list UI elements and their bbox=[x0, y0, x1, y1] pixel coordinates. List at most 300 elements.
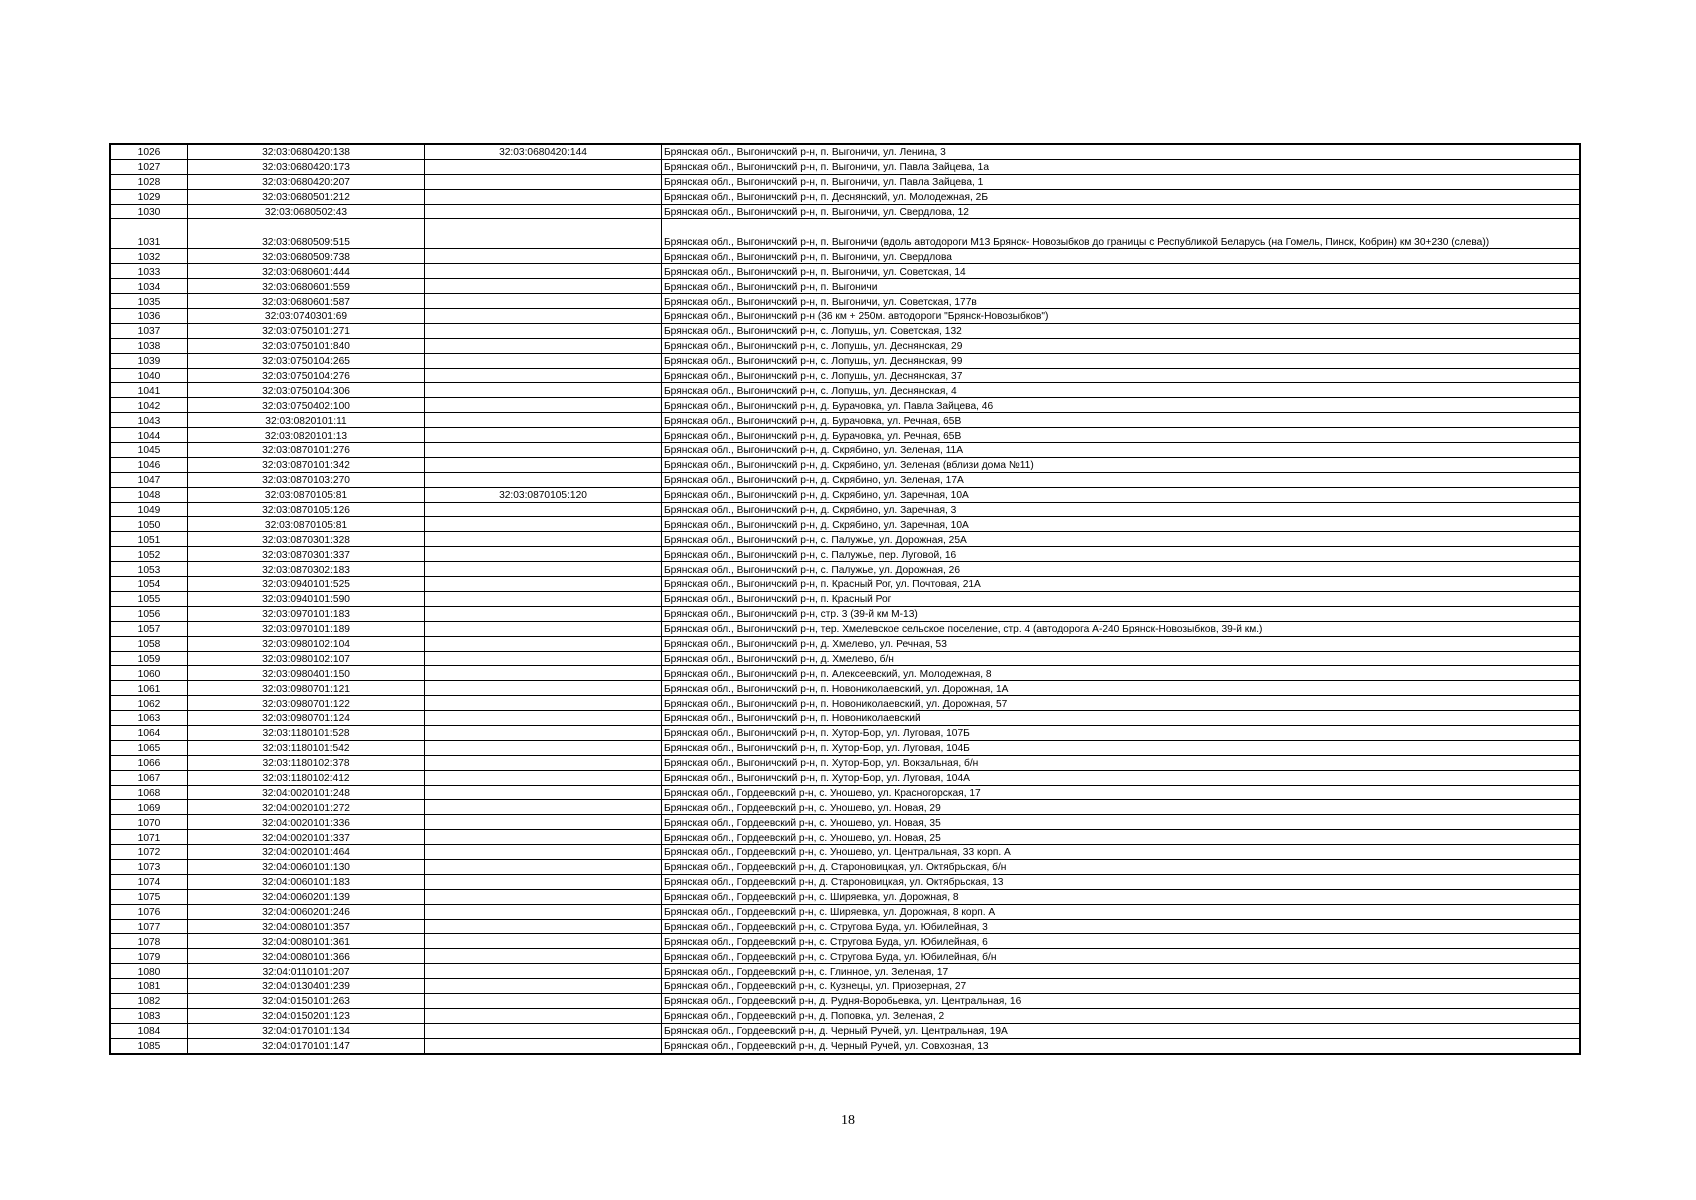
table-row bbox=[110, 353, 1580, 368]
cadastral-number-cell: 32:03:0870101:276 bbox=[188, 443, 425, 458]
related-cadastral-number-cell bbox=[425, 413, 662, 428]
related-cadastral-number-cell bbox=[425, 309, 662, 324]
table-row bbox=[110, 249, 1580, 264]
cadastral-number-cell: 32:03:0680509:515 bbox=[188, 219, 425, 249]
registry-table-body bbox=[110, 144, 1580, 1054]
table-row bbox=[110, 144, 1580, 159]
row-number-cell: 1080 bbox=[110, 964, 188, 979]
address-cell: Брянская обл., Выгоничский р-н, тер. Хмелевское сельское поселение, стр. 4 (автодорога А-240 Брянск-Новозыбков, 39-й км.) bbox=[662, 621, 1581, 636]
address-cell: Брянская обл., Выгоничский р-н, д. Бурачовка, ул. Речная, 65В bbox=[662, 413, 1581, 428]
address-cell: Брянская обл., Выгоничский р-н, д. Скрябино, ул. Зеленая, 17А bbox=[662, 472, 1581, 487]
table-row bbox=[110, 591, 1580, 606]
row-number-cell: 1046 bbox=[110, 457, 188, 472]
row-number-cell: 1063 bbox=[110, 711, 188, 726]
related-cadastral-number-cell bbox=[425, 383, 662, 398]
address-cell: Брянская обл., Выгоничский р-н, д. Скрябино, ул. Зеленая, 11А bbox=[662, 443, 1581, 458]
row-number-cell: 1068 bbox=[110, 785, 188, 800]
address-cell: Брянская обл., Выгоничский р-н, п. Красный Рог bbox=[662, 591, 1581, 606]
row-number-cell: 1034 bbox=[110, 279, 188, 294]
row-number-cell: 1048 bbox=[110, 487, 188, 502]
related-cadastral-number-cell bbox=[425, 681, 662, 696]
address-cell: Брянская обл., Гордеевский р-н, д. Староновицкая, ул. Октябрьская, б/н bbox=[662, 859, 1581, 874]
cadastral-number-cell: 32:04:0020101:336 bbox=[188, 815, 425, 830]
address-cell: Брянская обл., Гордеевский р-н, д. Поповка, ул. Зеленая, 2 bbox=[662, 1008, 1581, 1023]
table-row bbox=[110, 711, 1580, 726]
cadastral-number-cell: 32:04:0170101:134 bbox=[188, 1023, 425, 1038]
cadastral-number-cell: 32:03:1180101:528 bbox=[188, 725, 425, 740]
related-cadastral-number-cell bbox=[425, 845, 662, 860]
related-cadastral-number-cell bbox=[425, 1008, 662, 1023]
address-cell: Брянская обл., Выгоничский р-н, п. Выгоничи bbox=[662, 279, 1581, 294]
table-row bbox=[110, 174, 1580, 189]
row-number-cell: 1071 bbox=[110, 830, 188, 845]
cadastral-number-cell: 32:03:0680420:138 bbox=[188, 144, 425, 159]
table-row bbox=[110, 309, 1580, 324]
row-number-cell: 1062 bbox=[110, 696, 188, 711]
related-cadastral-number-cell bbox=[425, 979, 662, 994]
related-cadastral-number-cell bbox=[425, 591, 662, 606]
table-row bbox=[110, 532, 1580, 547]
row-number-cell: 1051 bbox=[110, 532, 188, 547]
table-row bbox=[110, 696, 1580, 711]
related-cadastral-number-cell bbox=[425, 800, 662, 815]
table-row bbox=[110, 964, 1580, 979]
related-cadastral-number-cell bbox=[425, 785, 662, 800]
cadastral-number-cell: 32:03:0870103:270 bbox=[188, 472, 425, 487]
cadastral-number-cell: 32:03:0750104:306 bbox=[188, 383, 425, 398]
row-number-cell: 1060 bbox=[110, 666, 188, 681]
cadastral-number-cell: 32:04:0020101:272 bbox=[188, 800, 425, 815]
cadastral-number-cell: 32:03:1180101:542 bbox=[188, 740, 425, 755]
cadastral-number-cell: 32:03:0740301:69 bbox=[188, 309, 425, 324]
table-row bbox=[110, 949, 1580, 964]
address-cell: Брянская обл., Выгоничский р-н, с. Палужье, пер. Луговой, 16 bbox=[662, 547, 1581, 562]
row-number-cell: 1066 bbox=[110, 755, 188, 770]
related-cadastral-number-cell bbox=[425, 1023, 662, 1038]
related-cadastral-number-cell bbox=[425, 279, 662, 294]
row-number-cell: 1085 bbox=[110, 1038, 188, 1053]
table-row bbox=[110, 755, 1580, 770]
table-row bbox=[110, 859, 1580, 874]
address-cell: Брянская обл., Выгоничский р-н, п. Выгоничи, ул. Павла Зайцева, 1 bbox=[662, 174, 1581, 189]
related-cadastral-number-cell: 32:03:0870105:120 bbox=[425, 487, 662, 502]
cadastral-number-cell: 32:03:0680502:43 bbox=[188, 204, 425, 219]
table-row bbox=[110, 979, 1580, 994]
address-cell: Брянская обл., Выгоничский р-н, п. Хутор-Бор, ул. Луговая, 104Б bbox=[662, 740, 1581, 755]
address-cell: Брянская обл., Выгоничский р-н, д. Бурачовка, ул. Речная, 65В bbox=[662, 428, 1581, 443]
cadastral-number-cell: 32:03:1180102:412 bbox=[188, 770, 425, 785]
cadastral-number-cell: 32:03:0750104:265 bbox=[188, 353, 425, 368]
table-row bbox=[110, 398, 1580, 413]
related-cadastral-number-cell bbox=[425, 830, 662, 845]
address-cell: Брянская обл., Гордеевский р-н, д. Рудня-Воробьевка, ул. Центральная, 16 bbox=[662, 993, 1581, 1008]
table-row bbox=[110, 800, 1580, 815]
row-number-cell: 1044 bbox=[110, 428, 188, 443]
address-cell: Брянская обл., Гордеевский р-н, с. Ширяевка, ул. Дорожная, 8 bbox=[662, 889, 1581, 904]
table-row bbox=[110, 219, 1580, 249]
row-number-cell: 1058 bbox=[110, 636, 188, 651]
table-row bbox=[110, 681, 1580, 696]
table-row bbox=[110, 740, 1580, 755]
address-cell: Брянская обл., Гордеевский р-н, с. Уношево, ул. Новая, 25 bbox=[662, 830, 1581, 845]
cadastral-number-cell: 32:03:0940101:590 bbox=[188, 591, 425, 606]
related-cadastral-number-cell bbox=[425, 874, 662, 889]
row-number-cell: 1082 bbox=[110, 993, 188, 1008]
table-row bbox=[110, 874, 1580, 889]
related-cadastral-number-cell bbox=[425, 919, 662, 934]
row-number-cell: 1042 bbox=[110, 398, 188, 413]
table-row bbox=[110, 666, 1580, 681]
address-cell: Брянская обл., Выгоничский р-н, д. Бурачовка, ул. Павла Зайцева, 46 bbox=[662, 398, 1581, 413]
table-row bbox=[110, 472, 1580, 487]
address-cell: Брянская обл., Гордеевский р-н, д. Черный Ручей, ул. Совхозная, 13 bbox=[662, 1038, 1581, 1053]
address-cell: Брянская обл., Выгоничский р-н, п. Деснянский, ул. Молодежная, 2Б bbox=[662, 189, 1581, 204]
related-cadastral-number-cell bbox=[425, 294, 662, 309]
address-cell: Брянская обл., Выгоничский р-н, с. Лопушь, ул. Деснянская, 99 bbox=[662, 353, 1581, 368]
cadastral-number-cell: 32:03:0870301:328 bbox=[188, 532, 425, 547]
address-cell: Брянская обл., Выгоничский р-н, п. Хутор-Бор, ул. Вокзальная, б/н bbox=[662, 755, 1581, 770]
cadastral-number-cell: 32:04:0150201:123 bbox=[188, 1008, 425, 1023]
row-number-cell: 1027 bbox=[110, 159, 188, 174]
table-row bbox=[110, 264, 1580, 279]
row-number-cell: 1083 bbox=[110, 1008, 188, 1023]
row-number-cell: 1070 bbox=[110, 815, 188, 830]
cadastral-number-cell: 32:03:0680501:212 bbox=[188, 189, 425, 204]
registry-table bbox=[109, 143, 1581, 1055]
cadastral-number-cell: 32:04:0130401:239 bbox=[188, 979, 425, 994]
cadastral-number-cell: 32:03:0680420:173 bbox=[188, 159, 425, 174]
address-cell: Брянская обл., Выгоничский р-н, д. Скрябино, ул. Заречная, 10А bbox=[662, 487, 1581, 502]
row-number-cell: 1030 bbox=[110, 204, 188, 219]
row-number-cell: 1074 bbox=[110, 874, 188, 889]
cadastral-number-cell: 32:03:0980701:122 bbox=[188, 696, 425, 711]
row-number-cell: 1077 bbox=[110, 919, 188, 934]
related-cadastral-number-cell bbox=[425, 711, 662, 726]
related-cadastral-number-cell bbox=[425, 949, 662, 964]
table-row bbox=[110, 770, 1580, 785]
row-number-cell: 1064 bbox=[110, 725, 188, 740]
table-row bbox=[110, 889, 1580, 904]
row-number-cell: 1065 bbox=[110, 740, 188, 755]
related-cadastral-number-cell bbox=[425, 159, 662, 174]
cadastral-number-cell: 32:03:0750101:271 bbox=[188, 323, 425, 338]
address-cell: Брянская обл., Гордеевский р-н, с. Уношево, ул. Красногорская, 17 bbox=[662, 785, 1581, 800]
row-number-cell: 1075 bbox=[110, 889, 188, 904]
address-cell: Брянская обл., Гордеевский р-н, с. Кузнецы, ул. Приозерная, 27 bbox=[662, 979, 1581, 994]
related-cadastral-number-cell bbox=[425, 502, 662, 517]
related-cadastral-number-cell bbox=[425, 562, 662, 577]
related-cadastral-number-cell bbox=[425, 993, 662, 1008]
address-cell: Брянская обл., Гордеевский р-н, с. Ширяевка, ул. Дорожная, 8 корп. А bbox=[662, 904, 1581, 919]
address-cell: Брянская обл., Выгоничский р-н, п. Новониколаевский, ул. Дорожная, 57 bbox=[662, 696, 1581, 711]
address-cell: Брянская обл., Гордеевский р-н, с. Уношево, ул. Центральная, 33 корп. А bbox=[662, 845, 1581, 860]
table-row bbox=[110, 428, 1580, 443]
table-row bbox=[110, 993, 1580, 1008]
table-row bbox=[110, 279, 1580, 294]
related-cadastral-number-cell bbox=[425, 770, 662, 785]
cadastral-number-cell: 32:03:0970101:189 bbox=[188, 621, 425, 636]
related-cadastral-number-cell bbox=[425, 219, 662, 249]
cadastral-number-cell: 32:03:0680420:207 bbox=[188, 174, 425, 189]
row-number-cell: 1038 bbox=[110, 338, 188, 353]
related-cadastral-number-cell bbox=[425, 338, 662, 353]
table-row bbox=[110, 815, 1580, 830]
row-number-cell: 1055 bbox=[110, 591, 188, 606]
cadastral-number-cell: 32:03:0980701:124 bbox=[188, 711, 425, 726]
cadastral-number-cell: 32:04:0060201:139 bbox=[188, 889, 425, 904]
related-cadastral-number-cell bbox=[425, 815, 662, 830]
address-cell: Брянская обл., Выгоничский р-н, п. Выгоничи, ул. Советская, 14 bbox=[662, 264, 1581, 279]
address-cell: Брянская обл., Выгоничский р-н, с. Лопушь, ул. Деснянская, 4 bbox=[662, 383, 1581, 398]
related-cadastral-number-cell bbox=[425, 577, 662, 592]
row-number-cell: 1081 bbox=[110, 979, 188, 994]
address-cell: Брянская обл., Гордеевский р-н, д. Черный Ручей, ул. Центральная, 19А bbox=[662, 1023, 1581, 1038]
cadastral-number-cell: 32:04:0060101:130 bbox=[188, 859, 425, 874]
row-number-cell: 1041 bbox=[110, 383, 188, 398]
address-cell: Брянская обл., Гордеевский р-н, д. Староновицкая, ул. Октябрьская, 13 bbox=[662, 874, 1581, 889]
row-number-cell: 1047 bbox=[110, 472, 188, 487]
related-cadastral-number-cell bbox=[425, 428, 662, 443]
row-number-cell: 1069 bbox=[110, 800, 188, 815]
related-cadastral-number-cell bbox=[425, 472, 662, 487]
cadastral-number-cell: 32:04:0020101:337 bbox=[188, 830, 425, 845]
table-row bbox=[110, 845, 1580, 860]
table-row bbox=[110, 636, 1580, 651]
row-number-cell: 1054 bbox=[110, 577, 188, 592]
related-cadastral-number-cell bbox=[425, 174, 662, 189]
address-cell: Брянская обл., Гордеевский р-н, с. Стругова Буда, ул. Юбилейная, 3 bbox=[662, 919, 1581, 934]
cadastral-number-cell: 32:03:0980701:121 bbox=[188, 681, 425, 696]
related-cadastral-number-cell bbox=[425, 755, 662, 770]
cadastral-number-cell: 32:04:0060101:183 bbox=[188, 874, 425, 889]
address-cell: Брянская обл., Выгоничский р-н, п. Новониколаевский bbox=[662, 711, 1581, 726]
related-cadastral-number-cell bbox=[425, 323, 662, 338]
table-row bbox=[110, 547, 1580, 562]
related-cadastral-number-cell bbox=[425, 740, 662, 755]
address-cell: Брянская обл., Выгоничский р-н, п. Выгоничи, ул. Советская, 177в bbox=[662, 294, 1581, 309]
address-cell: Брянская обл., Выгоничский р-н, п. Красный Рог, ул. Почтовая, 21А bbox=[662, 577, 1581, 592]
address-cell: Брянская обл., Выгоничский р-н, п. Выгоничи (вдоль автодороги М13 Брянск- Новозыбков до границы с Республикой Беларусь (на Гомель, Пинск, Кобрин) км 30+230 (слева)) bbox=[662, 219, 1581, 249]
address-cell: Брянская обл., Выгоничский р-н, д. Скрябино, ул. Зеленая (вблизи дома №11) bbox=[662, 457, 1581, 472]
cadastral-number-cell: 32:03:0870105:81 bbox=[188, 487, 425, 502]
related-cadastral-number-cell bbox=[425, 859, 662, 874]
address-cell: Брянская обл., Выгоничский р-н, с. Лопушь, ул. Деснянская, 29 bbox=[662, 338, 1581, 353]
related-cadastral-number-cell bbox=[425, 457, 662, 472]
table-row bbox=[110, 323, 1580, 338]
address-cell: Брянская обл., Выгоничский р-н, п. Хутор-Бор, ул. Луговая, 104А bbox=[662, 770, 1581, 785]
table-row bbox=[110, 1038, 1580, 1053]
table-row bbox=[110, 904, 1580, 919]
address-cell: Брянская обл., Гордеевский р-н, с. Уношево, ул. Новая, 35 bbox=[662, 815, 1581, 830]
row-number-cell: 1067 bbox=[110, 770, 188, 785]
address-cell: Брянская обл., Гордеевский р-н, с. Стругова Буда, ул. Юбилейная, 6 bbox=[662, 934, 1581, 949]
table-row bbox=[110, 294, 1580, 309]
cadastral-number-cell: 32:04:0060201:246 bbox=[188, 904, 425, 919]
address-cell: Брянская обл., Выгоничский р-н, стр. 3 (39-й км М-13) bbox=[662, 606, 1581, 621]
related-cadastral-number-cell bbox=[425, 398, 662, 413]
cadastral-number-cell: 32:04:0020101:248 bbox=[188, 785, 425, 800]
related-cadastral-number-cell bbox=[425, 889, 662, 904]
cadastral-number-cell: 32:03:0870301:337 bbox=[188, 547, 425, 562]
related-cadastral-number-cell bbox=[425, 532, 662, 547]
table-row bbox=[110, 621, 1580, 636]
table-row bbox=[110, 934, 1580, 949]
related-cadastral-number-cell bbox=[425, 934, 662, 949]
cadastral-number-cell: 32:03:0820101:11 bbox=[188, 413, 425, 428]
table-row bbox=[110, 189, 1580, 204]
row-number-cell: 1026 bbox=[110, 144, 188, 159]
table-row bbox=[110, 725, 1580, 740]
address-cell: Брянская обл., Выгоничский р-н, д. Скрябино, ул. Заречная, 3 bbox=[662, 502, 1581, 517]
cadastral-number-cell: 32:04:0170101:147 bbox=[188, 1038, 425, 1053]
related-cadastral-number-cell bbox=[425, 964, 662, 979]
related-cadastral-number-cell bbox=[425, 606, 662, 621]
cadastral-number-cell: 32:03:1180102:378 bbox=[188, 755, 425, 770]
address-cell: Брянская обл., Выгоничский р-н, д. Хмелево, ул. Речная, 53 bbox=[662, 636, 1581, 651]
row-number-cell: 1037 bbox=[110, 323, 188, 338]
row-number-cell: 1052 bbox=[110, 547, 188, 562]
address-cell: Брянская обл., Гордеевский р-н, с. Стругова Буда, ул. Юбилейная, б/н bbox=[662, 949, 1581, 964]
cadastral-number-cell: 32:03:0980102:104 bbox=[188, 636, 425, 651]
row-number-cell: 1043 bbox=[110, 413, 188, 428]
table-row bbox=[110, 830, 1580, 845]
cadastral-number-cell: 32:03:0820101:13 bbox=[188, 428, 425, 443]
table-row bbox=[110, 383, 1580, 398]
address-cell: Брянская обл., Выгоничский р-н, п. Новониколаевский, ул. Дорожная, 1А bbox=[662, 681, 1581, 696]
row-number-cell: 1036 bbox=[110, 309, 188, 324]
row-number-cell: 1045 bbox=[110, 443, 188, 458]
cadastral-number-cell: 32:03:0870105:126 bbox=[188, 502, 425, 517]
cadastral-number-cell: 32:03:0970101:183 bbox=[188, 606, 425, 621]
related-cadastral-number-cell bbox=[425, 725, 662, 740]
related-cadastral-number-cell bbox=[425, 696, 662, 711]
cadastral-number-cell: 32:04:0150101:263 bbox=[188, 993, 425, 1008]
row-number-cell: 1035 bbox=[110, 294, 188, 309]
cadastral-number-cell: 32:04:0110101:207 bbox=[188, 964, 425, 979]
table-row bbox=[110, 338, 1580, 353]
row-number-cell: 1061 bbox=[110, 681, 188, 696]
cadastral-number-cell: 32:03:0680601:559 bbox=[188, 279, 425, 294]
row-number-cell: 1079 bbox=[110, 949, 188, 964]
row-number-cell: 1039 bbox=[110, 353, 188, 368]
table-row bbox=[110, 606, 1580, 621]
related-cadastral-number-cell bbox=[425, 547, 662, 562]
row-number-cell: 1033 bbox=[110, 264, 188, 279]
page-number: 18 bbox=[841, 1113, 855, 1128]
row-number-cell: 1078 bbox=[110, 934, 188, 949]
table-row bbox=[110, 651, 1580, 666]
table-row bbox=[110, 577, 1580, 592]
related-cadastral-number-cell bbox=[425, 621, 662, 636]
cadastral-number-cell: 32:03:0750402:100 bbox=[188, 398, 425, 413]
row-number-cell: 1057 bbox=[110, 621, 188, 636]
row-number-cell: 1076 bbox=[110, 904, 188, 919]
address-cell: Брянская обл., Выгоничский р-н, с. Лопушь, ул. Советская, 132 bbox=[662, 323, 1581, 338]
row-number-cell: 1050 bbox=[110, 517, 188, 532]
address-cell: Брянская обл., Выгоничский р-н (36 км + 250м. автодороги "Брянск-Новозыбков") bbox=[662, 309, 1581, 324]
cadastral-number-cell: 32:04:0020101:464 bbox=[188, 845, 425, 860]
related-cadastral-number-cell bbox=[425, 904, 662, 919]
related-cadastral-number-cell bbox=[425, 636, 662, 651]
table-row bbox=[110, 562, 1580, 577]
table-row bbox=[110, 487, 1580, 502]
row-number-cell: 1032 bbox=[110, 249, 188, 264]
table-row bbox=[110, 443, 1580, 458]
related-cadastral-number-cell bbox=[425, 1038, 662, 1053]
row-number-cell: 1029 bbox=[110, 189, 188, 204]
row-number-cell: 1040 bbox=[110, 368, 188, 383]
address-cell: Брянская обл., Выгоничский р-н, п. Выгоничи, ул. Ленина, 3 bbox=[662, 144, 1581, 159]
address-cell: Брянская обл., Гордеевский р-н, с. Уношево, ул. Новая, 29 bbox=[662, 800, 1581, 815]
cadastral-number-cell: 32:04:0080101:366 bbox=[188, 949, 425, 964]
cadastral-number-cell: 32:03:0680601:444 bbox=[188, 264, 425, 279]
cadastral-number-cell: 32:03:0750104:276 bbox=[188, 368, 425, 383]
table-row bbox=[110, 204, 1580, 219]
address-cell: Брянская обл., Выгоничский р-н, п. Выгоничи, ул. Павла Зайцева, 1а bbox=[662, 159, 1581, 174]
row-number-cell: 1084 bbox=[110, 1023, 188, 1038]
related-cadastral-number-cell bbox=[425, 666, 662, 681]
cadastral-number-cell: 32:03:0870101:342 bbox=[188, 457, 425, 472]
related-cadastral-number-cell bbox=[425, 517, 662, 532]
row-number-cell: 1059 bbox=[110, 651, 188, 666]
address-cell: Брянская обл., Выгоничский р-н, п. Выгоничи, ул. Свердлова bbox=[662, 249, 1581, 264]
address-cell: Брянская обл., Выгоничский р-н, с. Палужье, ул. Дорожная, 25А bbox=[662, 532, 1581, 547]
address-cell: Брянская обл., Выгоничский р-н, с. Лопушь, ул. Деснянская, 37 bbox=[662, 368, 1581, 383]
cadastral-number-cell: 32:03:0980102:107 bbox=[188, 651, 425, 666]
cadastral-number-cell: 32:03:0680601:587 bbox=[188, 294, 425, 309]
cadastral-number-cell: 32:03:0870302:183 bbox=[188, 562, 425, 577]
cadastral-number-cell: 32:03:0940101:525 bbox=[188, 577, 425, 592]
related-cadastral-number-cell bbox=[425, 249, 662, 264]
table-row bbox=[110, 457, 1580, 472]
address-cell: Брянская обл., Выгоничский р-н, п. Алексеевский, ул. Молодежная, 8 bbox=[662, 666, 1581, 681]
address-cell: Брянская обл., Выгоничский р-н, д. Хмелево, б/н bbox=[662, 651, 1581, 666]
address-cell: Брянская обл., Выгоничский р-н, с. Палужье, ул. Дорожная, 26 bbox=[662, 562, 1581, 577]
cadastral-number-cell: 32:03:0680509:738 bbox=[188, 249, 425, 264]
table-row bbox=[110, 1008, 1580, 1023]
table-row bbox=[110, 785, 1580, 800]
cadastral-number-cell: 32:03:0750101:840 bbox=[188, 338, 425, 353]
row-number-cell: 1031 bbox=[110, 219, 188, 249]
table-row bbox=[110, 159, 1580, 174]
row-number-cell: 1049 bbox=[110, 502, 188, 517]
related-cadastral-number-cell bbox=[425, 443, 662, 458]
row-number-cell: 1053 bbox=[110, 562, 188, 577]
related-cadastral-number-cell bbox=[425, 651, 662, 666]
related-cadastral-number-cell bbox=[425, 189, 662, 204]
table-row bbox=[110, 502, 1580, 517]
related-cadastral-number-cell bbox=[425, 353, 662, 368]
cadastral-number-cell: 32:03:0870105:81 bbox=[188, 517, 425, 532]
cadastral-number-cell: 32:04:0080101:361 bbox=[188, 934, 425, 949]
table-row bbox=[110, 517, 1580, 532]
related-cadastral-number-cell bbox=[425, 368, 662, 383]
row-number-cell: 1028 bbox=[110, 174, 188, 189]
table-row bbox=[110, 919, 1580, 934]
address-cell: Брянская обл., Выгоничский р-н, д. Скрябино, ул. Заречная, 10А bbox=[662, 517, 1581, 532]
address-cell: Брянская обл., Выгоничский р-н, п. Выгоничи, ул. Свердлова, 12 bbox=[662, 204, 1581, 219]
row-number-cell: 1073 bbox=[110, 859, 188, 874]
related-cadastral-number-cell bbox=[425, 204, 662, 219]
related-cadastral-number-cell: 32:03:0680420:144 bbox=[425, 144, 662, 159]
table-row bbox=[110, 368, 1580, 383]
address-cell: Брянская обл., Гордеевский р-н, с. Глинное, ул. Зеленая, 17 bbox=[662, 964, 1581, 979]
address-cell: Брянская обл., Выгоничский р-н, п. Хутор-Бор, ул. Луговая, 107Б bbox=[662, 725, 1581, 740]
cadastral-number-cell: 32:04:0080101:357 bbox=[188, 919, 425, 934]
table-row bbox=[110, 1023, 1580, 1038]
row-number-cell: 1056 bbox=[110, 606, 188, 621]
related-cadastral-number-cell bbox=[425, 264, 662, 279]
